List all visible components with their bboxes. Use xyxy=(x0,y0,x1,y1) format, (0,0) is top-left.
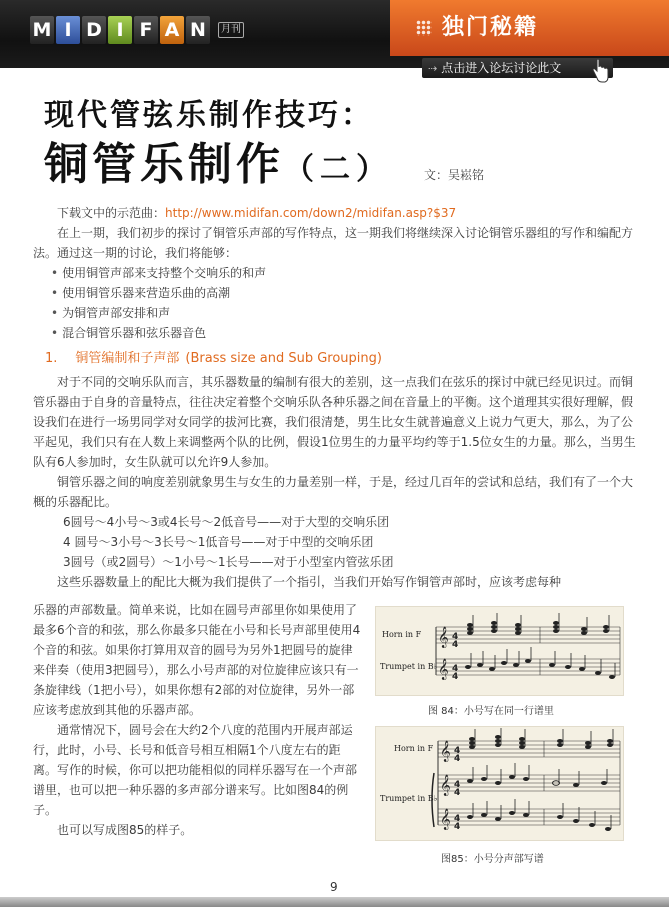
staff-label-trumpet: Trumpet in B♭ xyxy=(380,662,438,671)
svg-text:𝄞: 𝄞 xyxy=(440,809,451,830)
article-title-line1: 现代管弦乐制作技巧： xyxy=(44,98,374,133)
logo-letter: F xyxy=(134,16,158,44)
section-heading xyxy=(45,349,639,369)
arrow-right-icon: ⇢ xyxy=(428,62,438,75)
svg-text:𝄞: 𝄞 xyxy=(440,775,451,796)
svg-text:𝄞: 𝄞 xyxy=(438,627,449,648)
staff-label-horn: Horn in F xyxy=(394,744,434,753)
svg-text:4: 4 xyxy=(452,664,459,674)
logo-letter: D xyxy=(82,16,106,44)
ratio-line: 3圆号（或2圆号）～1小号～1长号——对于小型室内管弦乐团 xyxy=(63,555,394,569)
list-item: • 混合铜管乐器和弦乐器音色 xyxy=(61,323,639,343)
list-item: • 使用铜管乐器来营造乐曲的高潮 xyxy=(61,283,639,303)
figure-84-score xyxy=(375,606,624,696)
bottom-band xyxy=(0,897,669,907)
pointer-hand-icon xyxy=(590,58,610,84)
article-title-line2 xyxy=(44,128,392,192)
svg-text:4: 4 xyxy=(454,780,461,790)
section-tab xyxy=(390,0,669,56)
svg-text:4: 4 xyxy=(454,746,461,756)
list-item: • 为铜管声部安排和声 xyxy=(61,303,639,323)
svg-text:4: 4 xyxy=(452,632,459,642)
logo-letter: I xyxy=(108,16,132,44)
download-label: 下载文中的示范曲： xyxy=(57,206,166,220)
intro-paragraph: 在上一期，我们初步的探讨了铜管乐声部的写作特点，这一期我们将继续深入讨论铜管乐器组的写作和编配方法。通过这一期的讨论，我们将能够： xyxy=(33,226,634,260)
monthly-badge: 月刊 xyxy=(218,22,244,38)
svg-text:𝄞: 𝄞 xyxy=(438,659,449,680)
midifan-logo[interactable] xyxy=(30,16,244,44)
ratio-line: 6圆号～4小号～3或4长号～2低音号——对于大型的交响乐团 xyxy=(63,515,390,529)
article-title-part: （二） xyxy=(284,152,392,187)
author-byline: 文：吴崧铭 xyxy=(424,168,485,182)
paragraph: 铜管乐器之间的响度差别就象男生与女生的力量差别一样，于是，经过几百年的尝试和总结，我们有了一个大概的乐器配比。 xyxy=(33,475,634,509)
wrapped-column xyxy=(33,600,361,840)
download-link[interactable]: http://www.midifan.com/down2/midifan.asp?$37 xyxy=(165,206,457,220)
score-image xyxy=(376,727,623,840)
svg-text:4: 4 xyxy=(454,754,461,764)
svg-text:𝄞: 𝄞 xyxy=(440,741,451,762)
forum-discussion-link[interactable] xyxy=(422,58,613,78)
svg-text:4: 4 xyxy=(452,640,459,650)
ratio-line: 4 圆号～3小号～3长号～1低音号——对于中型的交响乐团 xyxy=(63,535,374,549)
dots-grid-icon xyxy=(416,20,432,36)
logo-letter: A xyxy=(160,16,184,44)
article-title-main: 铜管乐制作 xyxy=(44,139,284,190)
logo-letter: N xyxy=(186,16,210,44)
section-title: 铜管编制和子声部 xyxy=(75,351,180,366)
page-number: 9 xyxy=(330,880,338,894)
score-image xyxy=(376,607,623,695)
svg-text:4: 4 xyxy=(452,672,459,682)
paragraph: 也可以写成图85的样子。 xyxy=(57,823,193,837)
paragraph: 对于不同的交响乐队而言，其乐器数量的编制有很大的差别，这一点我们在弦乐的探讨中就已经见识过。而铜管乐器由于自身的音量特点，往往决定着整个交响乐队各种乐器之间在音量上的平衡。这个道理其实很好理解，假设我们在进行一场男同学对女同学的拔河比赛，我们很清楚，男生比女生就普遍意义上说力气更大，那么，为了公平起见，我们只有在人数上来调整两个队的比例，假设1位男生的力量平均约等于1.5位女生的力量。那么，当男生队有6人参加时，女生队就可以允许9人参加。 xyxy=(33,375,636,469)
article-body xyxy=(33,203,639,592)
svg-text:4: 4 xyxy=(454,822,461,832)
paragraph: 通常情况下，圆号会在大约2个八度的范围内开展声部运行，此时，小号、长号和低音号相互相隔1个八度左右的距离。写作的时候，你可以把功能相似的同样乐器写在一个声部谱里，也可以把一种乐器的多声部分谱来写。比如图84的例子。 xyxy=(33,723,358,817)
goals-list xyxy=(33,263,639,343)
svg-text:4: 4 xyxy=(454,788,461,798)
staff-label-trumpet: Trumpet in B♭ xyxy=(380,794,438,803)
paragraph-lead: 这些乐器数量上的配比大概为我们提供了一个指引，当我们开始写作铜管声部时，应该考虑每种 xyxy=(57,575,562,589)
figure-84-caption: 图 84：小号写在同一行谱里 xyxy=(428,706,554,717)
svg-text:4: 4 xyxy=(454,814,461,824)
download-line xyxy=(33,203,639,223)
logo-letter: M xyxy=(30,16,54,44)
forum-link-label: 点击进入论坛讨论此文 xyxy=(441,61,562,75)
figure-85-score xyxy=(375,726,624,841)
paragraph: 乐器的声部数量。简单来说，比如在圆号声部里你如果使用了最多6个音的和弦，那么你最多只能在小号和长号声部里使用4个音的和弦。如果你打算用双音的圆号为另外1把圆号的旋律来伴奏（使用3把圆号），那么小号声部的对位旋律应该只有一条旋律线（1把小号），如果你想有2部的对位旋律，另外一部应该考虑放到其他的乐器声部。 xyxy=(33,603,361,717)
section-title-en: (Brass size and Sub Grouping) xyxy=(185,351,382,366)
section-number: 1. xyxy=(45,351,58,366)
figure-85-caption: 图85：小号分声部写谱 xyxy=(441,854,544,865)
staff-label-horn: Horn in F xyxy=(382,630,422,639)
list-item: • 使用铜管声部来支持整个交响乐的和声 xyxy=(61,263,639,283)
logo-letter: I xyxy=(56,16,80,44)
section-title: 独门秘籍 xyxy=(442,15,539,40)
